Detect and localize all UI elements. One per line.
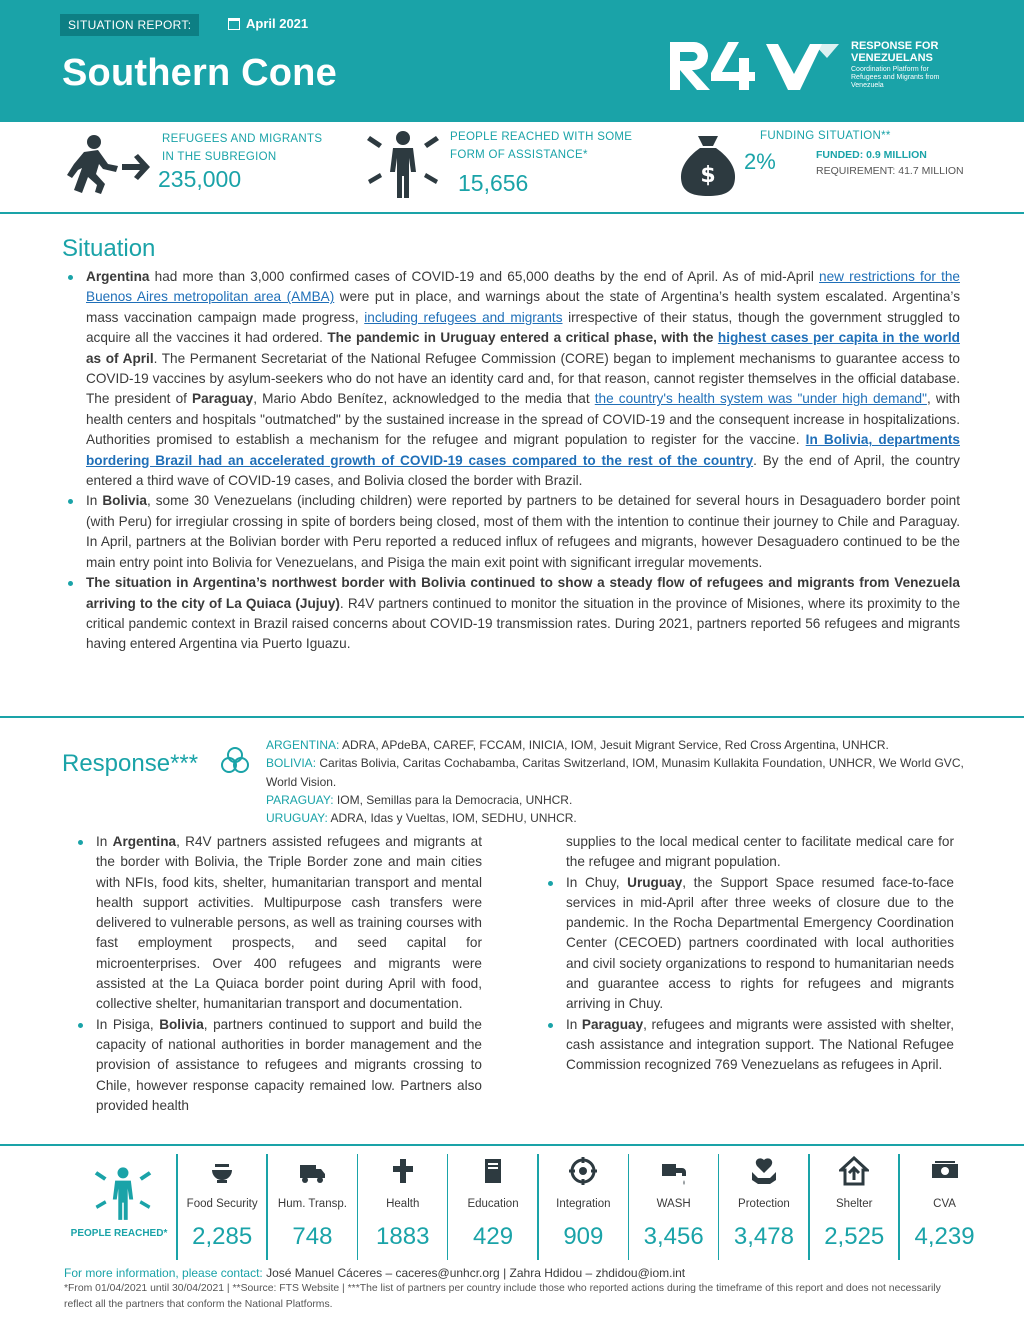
logo-subtitle: Coordination Platform for Refugees and Migrants from Venezuela	[851, 66, 940, 89]
people-reached-label: PEOPLE REACHED*	[70, 1228, 168, 1239]
sector-stat	[539, 1146, 627, 1264]
divider	[0, 212, 1024, 214]
sector-name: Integration	[556, 1198, 611, 1210]
refugees-value: 235,000	[158, 166, 242, 192]
sector-name: Health	[386, 1198, 420, 1210]
partners-country: BOLIVIA:	[266, 756, 317, 771]
sector-stat	[630, 1146, 718, 1264]
refugees-label	[162, 130, 342, 166]
food-icon	[207, 1156, 237, 1186]
refugees-label-line-2: IN THE SUBREGION	[162, 151, 277, 163]
sector-value: 429	[473, 1223, 514, 1250]
health-icon	[388, 1156, 418, 1186]
partners-names: Caritas Bolivia, Caritas Cochabamba, Caritas Switzerland, IOM, Munasim Kullakita Foundation, UNHCR, We World GVC, World Vision.	[266, 756, 964, 789]
sector-value: 4,239	[914, 1223, 975, 1250]
sector-stat	[720, 1146, 808, 1264]
page-title: Southern Cone	[62, 52, 337, 94]
bold-text: Argentina	[86, 269, 150, 284]
reached-value: 15,656	[458, 170, 529, 196]
header-banner	[0, 0, 1024, 122]
contact-label: For more information, please contact:	[64, 1266, 263, 1280]
partners-country: PARAGUAY:	[266, 792, 334, 807]
contact-line	[64, 1265, 964, 1281]
divider	[0, 716, 1024, 718]
contact-names: José Manuel Cáceres – caceres@unhcr.org | Zahra Hdidou – zhdidou@iom.int	[262, 1266, 686, 1280]
situation-text	[64, 267, 960, 655]
funded-amount: FUNDED: 0.9 MILLION	[816, 149, 927, 161]
partners-country: ARGENTINA:	[266, 738, 340, 752]
kpi-refugees	[60, 122, 340, 214]
kpi-reached	[364, 122, 654, 214]
response-continuation: supplies to the local medical center to facilitate medical care for the refugee and migrant population.	[566, 834, 954, 870]
bold-text: The situation in Argentina’s northwest border with Bolivia continued to show a steady flow of refugees and migrants from Venezuela arriving to the city of La Quiaca (Jujuy)	[86, 575, 960, 611]
response-column-left	[74, 832, 482, 1116]
sector-stat	[810, 1146, 898, 1264]
reached-label	[450, 128, 650, 164]
calendar-icon	[228, 18, 240, 30]
sector-stat	[900, 1146, 988, 1264]
report-type-badge: SITUATION REPORT:	[60, 14, 199, 36]
sector-name: Shelter	[836, 1198, 873, 1210]
partners-list	[266, 736, 966, 827]
protection-icon	[749, 1156, 779, 1186]
report-date-text: April 2021	[246, 16, 309, 31]
situation-bullet-3: The situation in Argentina’s northwest border with Bolivia continued to show a steady flow of refugees and migrants from Venezuela arriving to the city of La Quiaca (Jujuy). R4V partners continued to monitor the situation in the province of Misiones, where its proximity to the critical pandemic context in Brazil raised concerns about COVID-19 transmission rates. During 2021, partners reported 56 refugees and migrants having entered Argentina via Puerto Iguazu.	[64, 573, 960, 655]
footer	[64, 1265, 964, 1313]
partners-network-icon	[220, 746, 250, 776]
partners-uruguay	[266, 809, 966, 827]
report-date	[228, 16, 308, 31]
truck-icon	[297, 1156, 327, 1186]
partners-paraguay	[266, 791, 966, 809]
situation-bullet-2: In Bolivia, some 30 Venezuelans (including children) were reported by partners to be detained for several hours in Desaguadero border point (with Peru) for irregiular crossing in spite of borders being closed, most of them with the intention to continue their journey to Chile and Paraguay. In April, partners at the Bolivian border with Peru reported a reduced influx of refugees and migrants, however Desaguadero continued to be the main entry point into Bolivia for Venezuelans, and Pisiga the main exit point with significant irregular movements.	[64, 491, 960, 573]
sector-value: 3,478	[733, 1223, 794, 1250]
bold-text: as of April	[86, 350, 154, 366]
sector-stat	[268, 1146, 356, 1264]
reached-label-line-2: FORM OF ASSISTANCE*	[450, 149, 588, 161]
refugees-label-line-1: REFUGEES AND MIGRANTS	[162, 133, 323, 145]
partners-country: URUGUAY:	[266, 811, 328, 826]
integration-icon	[568, 1156, 598, 1186]
situation-bullet-1: Argentina had more than 3,000 confirmed cases of COVID-19 and 65,000 deaths by the end of April. As of mid-April new restrictions for the Buenos Aires metropolitan area (AMBA) were put in place, and warnings about the state of Argentina’s health system escalated. Argentina’s mass vaccination campaign made progress, including refugees and migrants irrespective of their status, though the government struggled to acquire all the vaccines it had ordered. The pandemic in Uruguay entered a critical phase, with the highest cases per capita in the world as of April. The Permanent Secretariat of the National Refugee Commission (CORE) began to implement mechanisms to guarantee access to COVID-19 vaccines by asylum-seekers who do not have an identity card and, for that reason, cannot register themselves in the official database. The president of Paraguay, Mario Abdo Benítez, acknowledged to the media that the country's health system was "under high demand", with health centers and hospitals "outmatched" by the sustained increase in the spread of COVID-19 and the consequent increase in hospitalizations. Authorities promised to establish a mechanism for the refugee and migrant population to register for the vaccine. In Bolivia, departments bordering Brazil had an accelerated growth of COVID-19 cases compared to the rest of the country. By the end of April, the country entered a third wave of COVID-19 cases, and Bolivia closed the border with Brazil.	[64, 267, 960, 491]
sector-value: 748	[292, 1223, 333, 1250]
sector-name: WASH	[656, 1198, 691, 1210]
response-column-right	[544, 832, 954, 1076]
response-bullet-argentina: In Argentina, R4V partners assisted refugees and migrants at the border with Bolivia, the Triple Border zone and main cities with NFIs, food kits, shelter, humanitarian transport and mental health support activities. Multipurpose cash transfers were delivered to vulnerable persons, as well as training courses with fast employment prospects, and seed capital for microenterprises. Over 400 refugees and migrants were assisted at the La Quiaca border point during April with food, collective shelter, humanitarian transport and documentation.	[74, 832, 482, 1015]
inline-link[interactable]: the country's health system was "under high demand"	[594, 391, 927, 407]
sector-stat	[359, 1146, 447, 1264]
reached-label-line-1: PEOPLE REACHED WITH SOME	[450, 131, 633, 143]
sector-name: Protection	[738, 1198, 790, 1210]
bold-text: Argentina	[112, 834, 177, 849]
r4v-logo-icon	[668, 38, 843, 94]
sector-value: 3,456	[643, 1223, 704, 1250]
requirement-amount: REQUIREMENT: 41.7 MILLION	[816, 165, 964, 177]
people-reached-block	[62, 1146, 176, 1264]
shelter-icon	[839, 1156, 869, 1186]
funding-percent: 2%	[744, 149, 776, 174]
logo-wordmark	[851, 40, 941, 90]
partners-names: ADRA, APdeBA, CAREF, FCCAM, INICIA, IOM, Jesuit Migrant Service, Red Cross Argentina, UNHCR.	[339, 738, 889, 752]
sector-value: 2,525	[824, 1223, 885, 1250]
running-person-icon	[64, 134, 152, 196]
inline-link[interactable]: In Bolivia, departments bordering Brazil had an accelerated growth of COVID-19 cases compared to the rest of the country	[86, 432, 960, 468]
sector-stats	[0, 1146, 1024, 1264]
book-icon	[478, 1156, 508, 1186]
cash-icon	[930, 1156, 960, 1186]
sector-value: 1883	[376, 1223, 430, 1250]
sector-stat	[449, 1146, 537, 1264]
partners-argentina	[266, 736, 966, 754]
sector-name: CVA	[933, 1198, 956, 1210]
bold-text: Uruguay	[627, 874, 683, 890]
bold-text: Paraguay	[581, 1016, 644, 1032]
sector-name: Food Security	[186, 1198, 258, 1210]
bold-text: The pandemic in Uruguay entered a critical phase, with the	[327, 330, 718, 346]
response-bullet-paraguay: In Paraguay, refugees and migrants were assisted with shelter, cash assistance and integration support. The National Refugee Commission recognized 769 Venezuelans as refugees in April.	[544, 1015, 954, 1076]
bold-text: Bolivia	[102, 493, 147, 509]
person-reached-icon	[366, 130, 440, 200]
response-heading: Response***	[62, 750, 199, 777]
sector-value: 2,285	[192, 1223, 253, 1250]
person-reached-icon	[94, 1164, 152, 1224]
inline-link[interactable]: new restrictions for the Buenos Aires metropolitan area (AMBA)	[86, 269, 960, 305]
sector-value: 909	[563, 1223, 604, 1250]
logo-line-2: VENEZUELANS	[851, 52, 933, 64]
partners-bolivia	[266, 754, 966, 791]
svg-text:$: $	[700, 163, 716, 188]
bold-text: Paraguay	[192, 391, 254, 407]
sector-name: Education	[467, 1198, 519, 1210]
response-bullet-uruguay: In Chuy, Uruguay, the Support Space resumed face-to-face services in mid-April after three weeks of closure due to the pandemic. In the Rocha Departmental Emergency Coordination Center (CECOED) partners coordinated with local authorities and civil society organizations to respond to humanitarian needs and guarantee access to rights for refugees and migrants arriving in Chuy.	[544, 873, 954, 1015]
funding-label: FUNDING SITUATION**	[760, 130, 891, 142]
response-bullet-bolivia: In Pisiga, Bolivia, partners continued to support and build the capacity of national authorities in border management and the provision of assistance to refugees and migrants crossing to Chile, however response capacity remained low. Partners also provided health	[74, 1015, 482, 1116]
money-bag-icon	[680, 132, 736, 198]
footnotes: *From 01/04/2021 until 30/04/2021 | **Source: FTS Website | ***The list of partners per country include those who reported actions during the timeframe of this report and does not necessarily reflect all the partners that conform the National Platforms.	[64, 1283, 941, 1310]
sector-name: Hum. Transp.	[277, 1198, 347, 1210]
bold-text: Bolivia	[159, 1016, 204, 1032]
tap-icon	[659, 1156, 689, 1186]
kpi-funding	[676, 122, 1016, 214]
partners-names: IOM, Semillas para la Democracia, UNHCR.	[333, 792, 573, 807]
sector-stat	[178, 1146, 266, 1264]
inline-link[interactable]: highest cases per capita in the world	[717, 330, 960, 346]
situation-heading: Situation	[62, 235, 156, 262]
partners-names: ADRA, Idas y Vueltas, IOM, SEDHU, UNHCR.	[327, 811, 577, 826]
logo-line-1: RESPONSE FOR	[851, 40, 939, 52]
inline-link[interactable]: including refugees and migrants	[364, 309, 563, 325]
